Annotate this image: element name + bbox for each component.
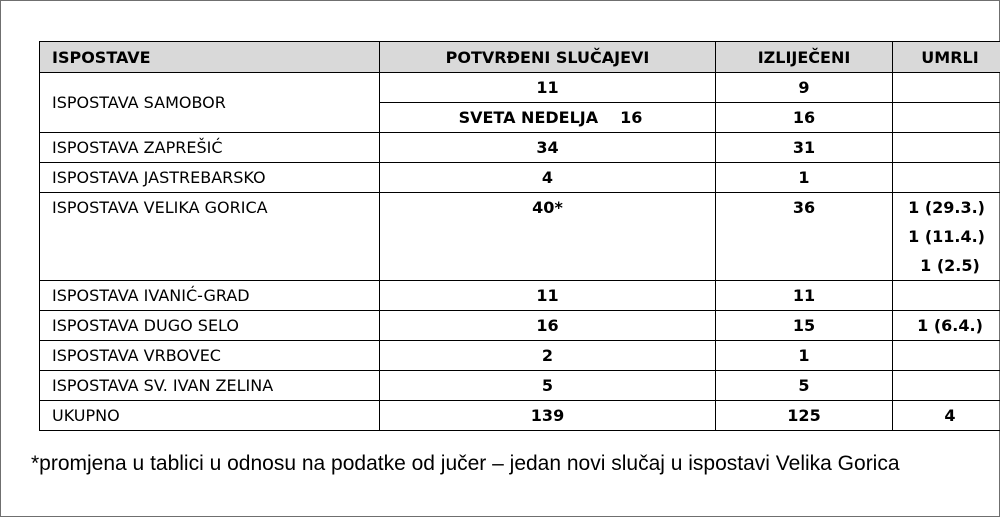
row-recovered: 11 [716, 281, 893, 311]
row-name: ISPOSTAVA VELIKA GORICA [40, 193, 380, 281]
row-confirmed: 34 [380, 133, 716, 163]
row-deaths [893, 133, 1000, 163]
header-potvrdeni-slucajevi: POTVRĐENI SLUČAJEVI [380, 42, 716, 73]
row-deaths [893, 341, 1000, 371]
row-deaths [893, 103, 1000, 133]
row-deaths [893, 163, 1000, 193]
table-row [40, 311, 1000, 341]
row-recovered: 9 [716, 73, 893, 103]
row-deaths: 1 (6.4.) [893, 311, 1000, 341]
row-name: ISPOSTAVA IVANIĆ-GRAD [40, 281, 380, 311]
table-row [40, 133, 1000, 163]
row-name: ISPOSTAVA ZAPREŠIĆ [40, 133, 380, 163]
table-total-row [40, 401, 1000, 431]
row-confirmed: 40* [380, 193, 716, 281]
header-ispostave: ISPOSTAVE [40, 42, 380, 73]
table-row [40, 163, 1000, 193]
header-izlijeceni: IZLIJEČENI [716, 42, 893, 73]
row-recovered: 31 [716, 133, 893, 163]
table-row [40, 193, 1000, 281]
sub-row-confirmed: 16 [620, 108, 643, 127]
row-recovered: 16 [716, 103, 893, 133]
total-deaths: 4 [893, 401, 1000, 431]
table-row [40, 281, 1000, 311]
table-row [40, 371, 1000, 401]
row-confirmed: 11 [380, 281, 716, 311]
row-confirmed: 4 [380, 163, 716, 193]
sub-row-name: SVETA NEDELJA [458, 108, 599, 127]
row-name: ISPOSTAVA JASTREBARSKO [40, 163, 380, 193]
row-deaths [893, 73, 1000, 103]
row-confirmed: 5 [380, 371, 716, 401]
row-name: ISPOSTAVA SV. IVAN ZELINA [40, 371, 380, 401]
row-recovered: 36 [716, 193, 893, 281]
ispostave-table [39, 41, 1000, 431]
row-recovered: 5 [716, 371, 893, 401]
row-name: ISPOSTAVA VRBOVEC [40, 341, 380, 371]
footnote: *promjena u tablici u odnosu na podatke od jučer – jedan novi slučaj u ispostavi Velika Gorica [31, 452, 900, 475]
row-deaths [893, 371, 1000, 401]
sub-row-sveta-nedelja [380, 103, 716, 133]
total-confirmed: 139 [380, 401, 716, 431]
table-header-row [40, 42, 1000, 73]
death-entry: 1 (2.5) [920, 256, 980, 275]
row-deaths [893, 281, 1000, 311]
row-confirmed: 16 [380, 311, 716, 341]
row-confirmed: 2 [380, 341, 716, 371]
row-name: ISPOSTAVA DUGO SELO [40, 311, 380, 341]
row-confirmed: 11 [380, 73, 716, 103]
row-name: ISPOSTAVA SAMOBOR [40, 73, 380, 133]
row-recovered: 1 [716, 163, 893, 193]
death-entry: 1 (11.4.) [908, 227, 985, 246]
total-label: UKUPNO [40, 401, 380, 431]
row-recovered: 15 [716, 311, 893, 341]
total-recovered: 125 [716, 401, 893, 431]
header-umrli: UMRLI [893, 42, 1000, 73]
table-row [40, 73, 1000, 103]
table-row [40, 341, 1000, 371]
row-recovered: 1 [716, 341, 893, 371]
death-entry: 1 (29.3.) [908, 198, 985, 217]
row-deaths-list [893, 193, 1000, 281]
